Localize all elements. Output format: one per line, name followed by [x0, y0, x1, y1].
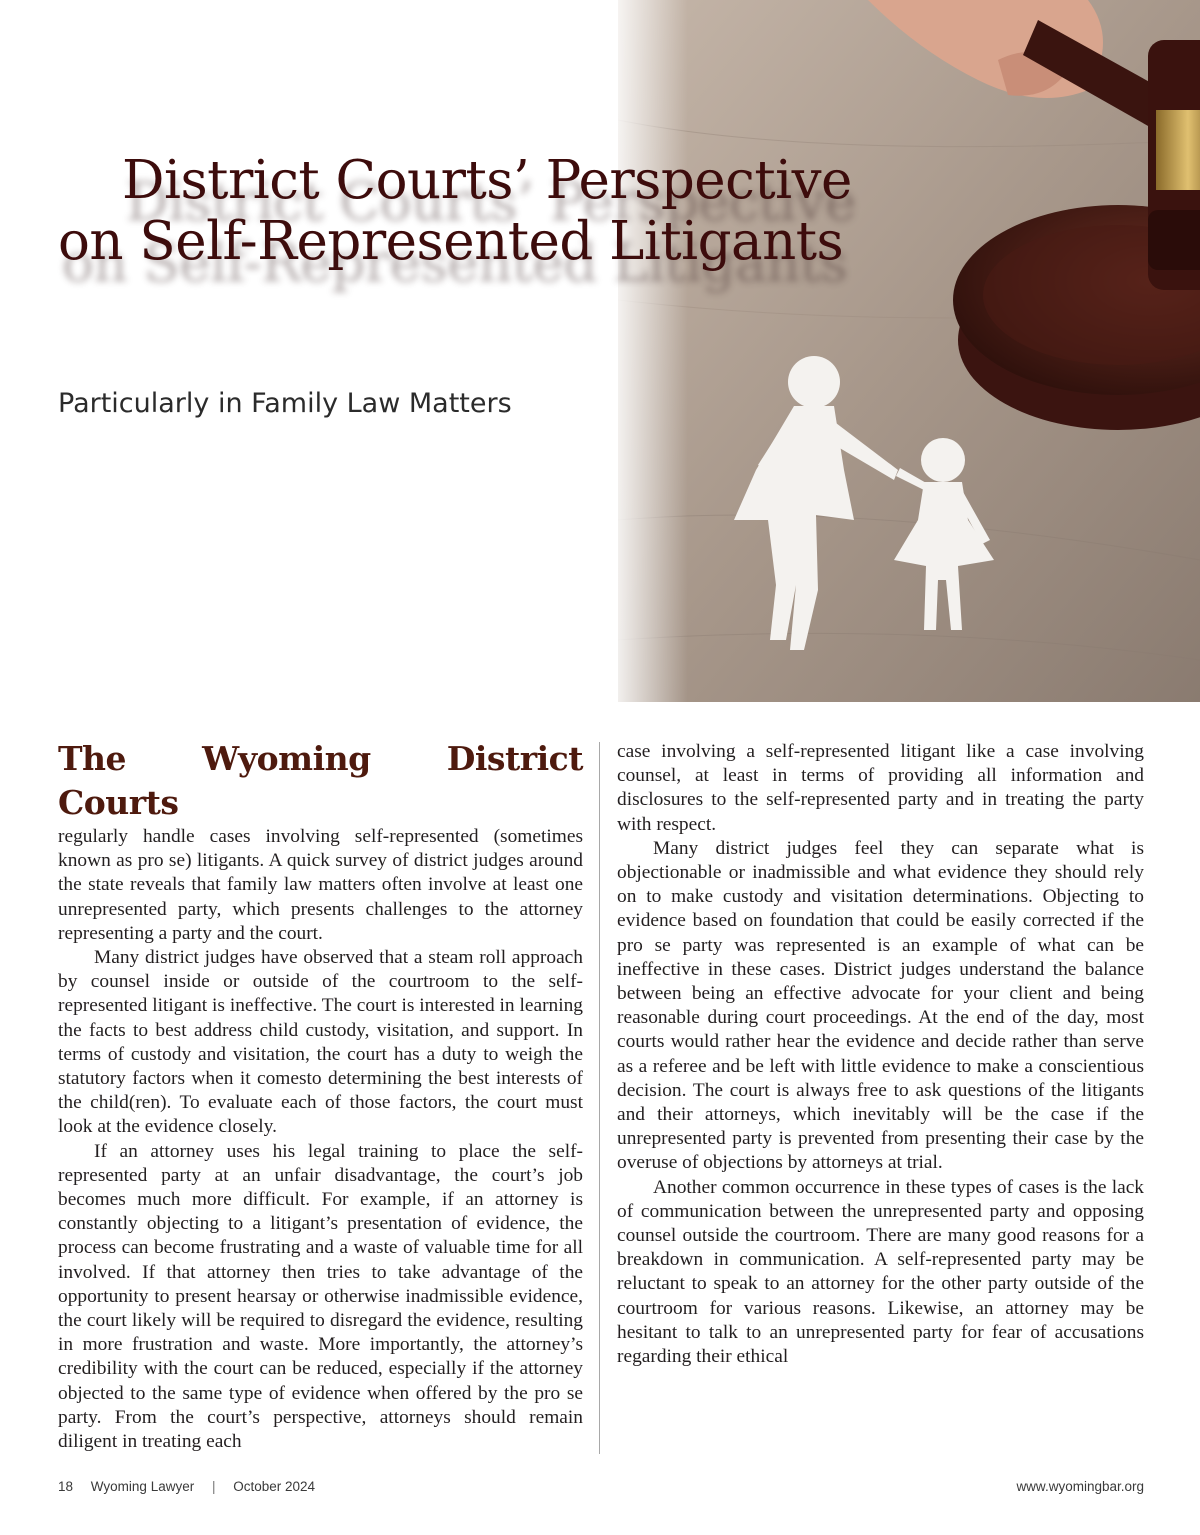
headline-line-2: on Self-Represented Litigants: [58, 211, 844, 273]
column-divider: [599, 742, 600, 1454]
gavel-family-illustration: [618, 0, 1200, 702]
article-headline: [0, 150, 1000, 273]
paragraph: If an attorney uses his legal training to place the self-represented party at an unfair disadvantage, the court’s job becomes much more difficult. For example, if an attorney is constantly objecting to a litigant’s presentation of evidence, the process can become frustrating and a waste of valuable time for all involved. If that attorney then tries to take advantage of the opportunity to present hearsay or otherwise inadmissible evidence, the court likely will be required to disregard the evidence, resulting in more frustration and waste. More importantly, the attorney’s credibility with the court can be reduced, especially if the attorney objected to the same type of evidence when offered by the pro se party. From the court’s perspective, attorneys should remain diligent in treating each: [58, 1140, 583, 1453]
publication-name: Wyoming Lawyer: [90, 1479, 195, 1494]
paragraph: Another common occurrence in these types of cases is the lack of communication between the unrepresented party and opposing counsel outside the courtroom. There are many good reasons for a breakdown in communication. A self-represented party may be reluctant to speak to an attorney for the other party outside of the courtroom for various reasons. Likewise, an attorney may be hesitant to talk to an unrepresented party for fear of accusations regarding their ethical: [617, 1176, 1144, 1368]
issue-date: October 2024: [233, 1479, 316, 1494]
page-number: 18: [58, 1479, 74, 1494]
website-link[interactable]: www.wyomingbar.org: [1016, 1479, 1144, 1494]
paragraph: Many district judges feel they can separate what is objectionable or inadmissible and what evidence they should rely on to make custody and visitation determinations. Objecting to evidence based on foundation that could be easily corrected if the pro se party was represented is an example of what can be ineffective in these cases. District judges understand the balance between being an effective advocate for your client and being reasonable during court proceedings. At the end of the day, most courts would rather hear the evidence and decide rather than serve as a referee and be left with little evidence to make a conscientious decision. The court is always free to ask questions of the litigants and their attorneys, which inevitably will be the case if the unrepresented party is prevented from presenting their case by the overuse of objections by attorneys at trial.: [617, 837, 1144, 1174]
section-heading: The Wyoming District Courts: [58, 739, 583, 822]
cover-photo: [618, 0, 1200, 702]
article-subtitle: Particularly in Family Law Matters: [58, 388, 512, 419]
paragraph: Many district judges have observed that a steam roll approach by counsel inside or outside of the courtroom to the self-represented litigant is ineffective. The court is interested in learning the facts to best address child custody, visitation, and support. In terms of custody and visitation, the court has a duty to weigh the statutory factors when it comesto determining the best interests of the child(ren). To evaluate each of those factors, the court must look at the evidence closely.: [58, 947, 583, 1138]
article-column-right: [617, 740, 1144, 1369]
paragraph: regularly handle cases involving self-represented (sometimes known as pro se) litigants. A quick survey of district judges around the state reveals that family law matters often involve at least one unrepresented party, which presents challenges to the attorney representing a party and the court.: [58, 826, 583, 944]
headline-line-1: District Courts’ Perspective: [122, 150, 852, 211]
page-footer-left: [58, 1479, 329, 1494]
paragraph: case involving a self-represented litigant like a case involving counsel, at least in terms of providing all information and disclosures to the self-represented party and in treating the party with respect.: [617, 741, 1144, 835]
article-column-left: [58, 737, 583, 1454]
footer-separator: |: [211, 1479, 216, 1494]
